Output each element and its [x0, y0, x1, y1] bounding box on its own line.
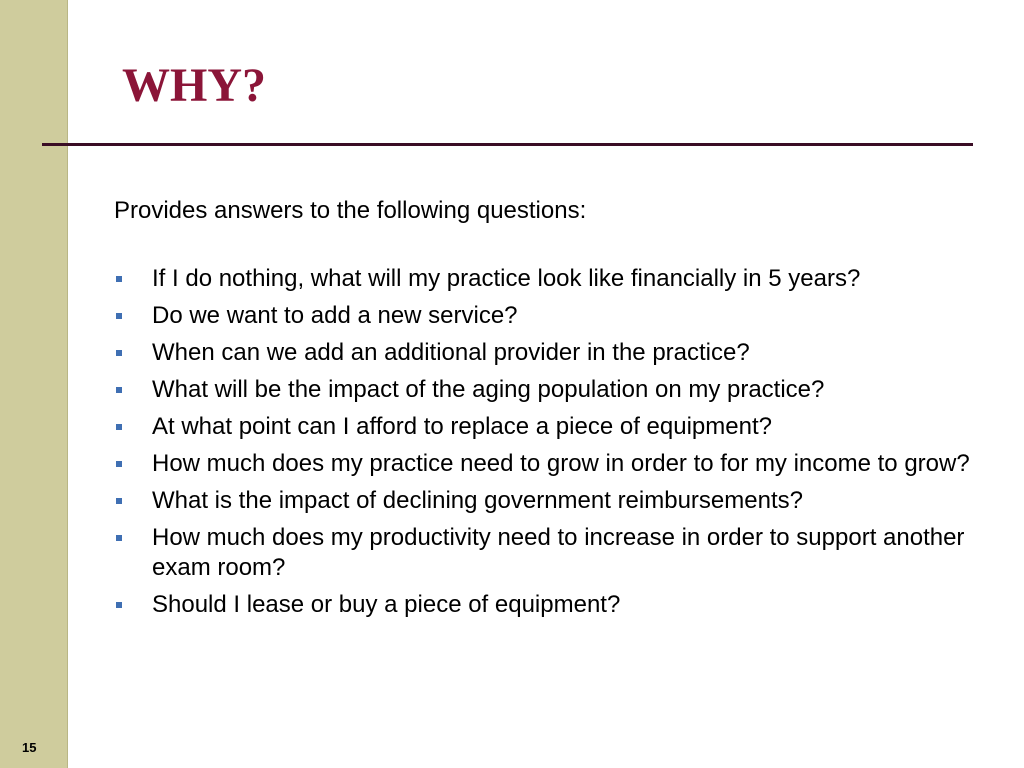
- square-bullet-icon: [116, 350, 122, 356]
- list-item-text: How much does my productivity need to increase in order to support another exam room?: [152, 524, 965, 581]
- list-item-text: How much does my practice need to grow in order to for my income to grow?: [152, 450, 970, 477]
- square-bullet-icon: [116, 276, 122, 282]
- list-item: [114, 412, 974, 442]
- list-item: [114, 486, 974, 516]
- left-accent-bar: [0, 0, 68, 768]
- list-item: [114, 523, 974, 583]
- list-item: [114, 338, 974, 368]
- square-bullet-icon: [116, 535, 122, 541]
- list-item-text: What will be the impact of the aging population on my practice?: [152, 376, 825, 403]
- square-bullet-icon: [116, 424, 122, 430]
- page-number: 15: [22, 740, 37, 755]
- list-item-text: What is the impact of declining government reimbursements?: [152, 487, 803, 514]
- square-bullet-icon: [116, 498, 122, 504]
- list-item: [114, 375, 974, 405]
- intro-text: Provides answers to the following questions:: [114, 197, 587, 224]
- square-bullet-icon: [116, 602, 122, 608]
- list-item-text: Should I lease or buy a piece of equipment?: [152, 591, 621, 618]
- list-item: [114, 301, 974, 331]
- slide-title: WHY?: [122, 59, 266, 112]
- list-item: [114, 264, 974, 294]
- list-item-text: At what point can I afford to replace a piece of equipment?: [152, 413, 772, 440]
- list-item-text: When can we add an additional provider in the practice?: [152, 339, 750, 366]
- square-bullet-icon: [116, 313, 122, 319]
- list-item: [114, 449, 974, 479]
- title-divider: [42, 143, 973, 146]
- list-item: [114, 590, 974, 620]
- question-list: [114, 264, 974, 627]
- list-item-text: Do we want to add a new service?: [152, 302, 518, 329]
- square-bullet-icon: [116, 461, 122, 467]
- list-item-text: If I do nothing, what will my practice look like financially in 5 years?: [152, 265, 861, 292]
- square-bullet-icon: [116, 387, 122, 393]
